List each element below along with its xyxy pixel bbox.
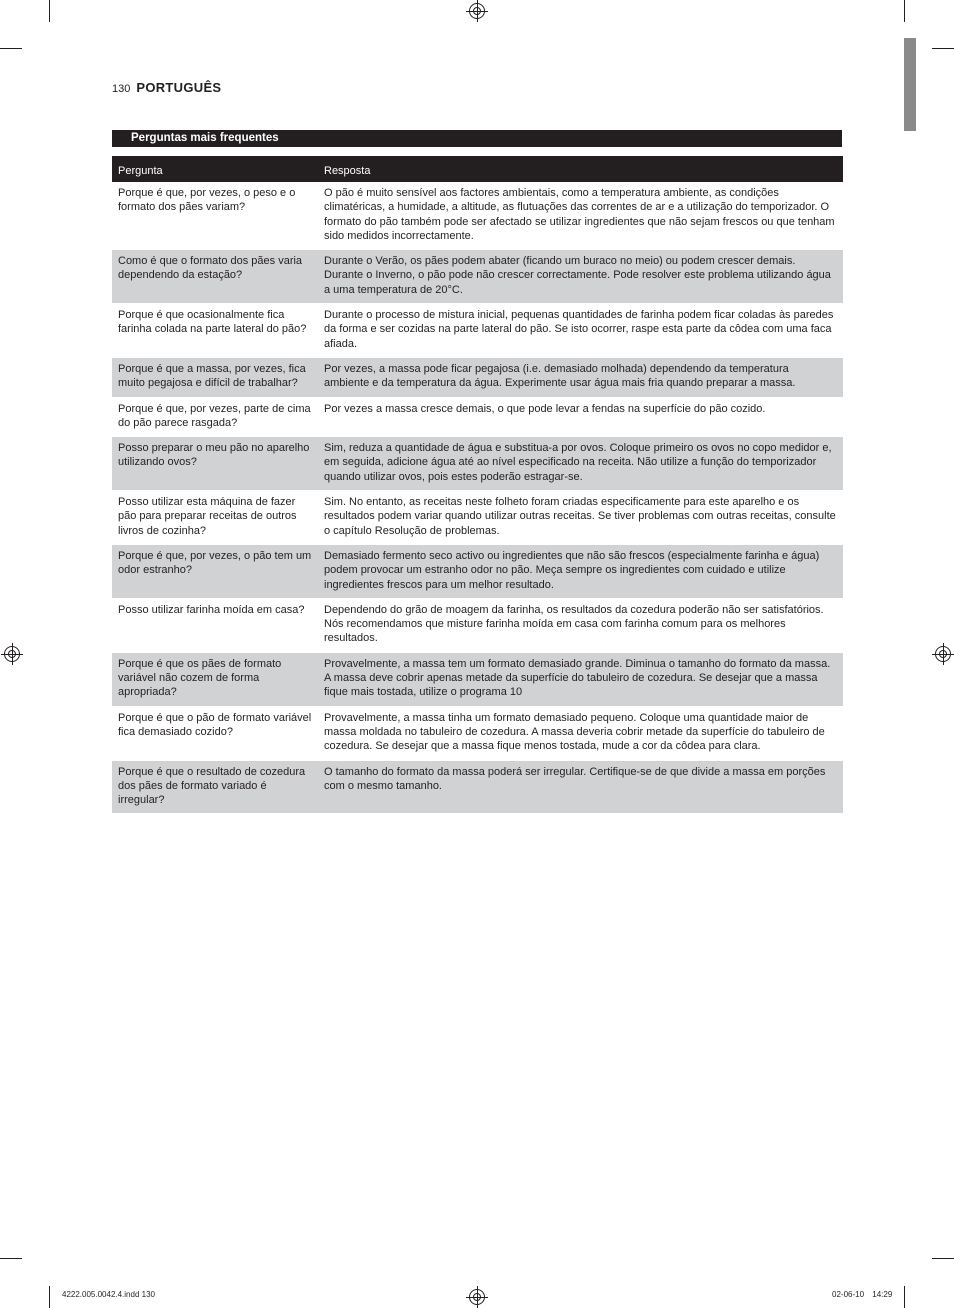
section-title: Perguntas mais frequentes [112,130,842,147]
answer-cell: Por vezes a massa cresce demais, o que pode levar a fendas na superfície do pão cozido. [324,402,766,415]
question-cell: Porque é que o resultado de cozedura dos pães de formato variado é irregular? [112,760,318,814]
page-number: 130 [112,83,131,95]
crop-mark [0,1258,22,1259]
answer-cell: Dependendo do grão de moagem da farinha, os resultados da cozedura poderão não ser satisfatórios. Nós recomendamos que misture farinha moída em casa com farinha comum para os melhores resultados. [324,603,824,645]
table-row [112,437,843,491]
question-cell: Posso utilizar esta máquina de fazer pão para preparar receitas de outros livros de cozinha? [118,496,297,537]
footer-timestamp [832,1290,892,1299]
question-cell: Como é que o formato dos pães varia dependendo da estação? [112,250,318,304]
page-header [112,80,221,95]
crop-mark [932,48,954,49]
question-cell: Porque é que a massa, por vezes, fica muito pegajosa e difícil de trabalhar? [112,357,318,397]
answer-cell: O tamanho do formato da massa poderá ser irregular. Certifique-se de que divide a massa em porções com o mesmo tamanho. [318,760,843,814]
column-header-answer: Resposta [318,156,843,182]
registration-mark-icon [935,646,951,662]
answer-cell: Sim. No entanto, as receitas neste folheto foram criadas especificamente para este aparelho e os resultados podem variar quando utilizar outras receitas. Se tiver problemas com outras receitas, consulte o capítulo Resolução de problemas. [324,496,836,537]
crop-mark [904,1286,905,1308]
answer-cell: Provavelmente, a massa tinha um formato demasiado pequeno. Coloque uma quantidade maior de massa moldada no tabuleiro de cozedura. A massa deveria cobrir metade da superfície do tabuleiro de cozedura. Se desejar que a massa fique menos tostada, mude a cor da côdea para clara. [324,711,825,753]
answer-cell: O pão é muito sensível aos factores ambientais, como a temperatura ambiente, as condições climatéricas, a humidade, a altitude, as flutuações das correntes de ar e a utilização do temporizador. O formato do pão também pode ser afectado se utilizar ingredientes que não sejam frescos ou que tenham sido medidos incorrectamente. [324,187,835,242]
answer-cell: Demasiado fermento seco activo ou ingredientes que não são frescos (especialmente farinha e água) podem provocar um estranho odor no pão. Meça sempre os ingredientes com cuidado e utilize ingredientes frescos para um melhor resultado. [318,544,843,598]
registration-mark-icon [469,3,485,19]
table-row [112,491,843,545]
table-row [112,652,843,706]
table-row [112,182,843,250]
language-title: PORTUGUÊS [136,80,222,95]
registration-mark-icon [469,1289,485,1305]
answer-cell: Durante o processo de mistura inicial, pequenas quantidades de farinha podem ficar coladas às paredes da forma e ser cozidas na parte lateral do pão. Se isto ocorrer, raspe esta parte da côdea com uma faca afiada. [324,309,834,350]
question-cell: Porque é que o pão de formato variável fica demasiado cozido? [118,711,312,738]
footer-time: 14:29 [872,1290,893,1299]
faq-table [112,156,843,814]
answer-cell: Durante o Verão, os pães podem abater (ficando um buraco no meio) ou podem crescer demais. Durante o Inverno, o pão pode não crescer correctamente. Pode resolver este problema utilizando água a uma temperatura de 20°C. [318,250,843,304]
answer-cell: Sim, reduza a quantidade de água e substitua-a por ovos. Coloque primeiro os ovos no copo medidor e, em seguida, adicione água até ao nível especificado na receita. Não utilize a função do temporizador quando utilizar ovos, pois estes poderão estragar-se. [318,437,843,491]
table-row [112,397,843,437]
table-row [112,760,843,814]
column-header-question: Pergunta [112,156,318,182]
question-cell: Posso preparar o meu pão no aparelho utilizando ovos? [112,437,318,491]
footer-date: 02-06-10 [832,1290,865,1299]
table-row [112,598,843,652]
crop-mark [904,0,905,22]
table-row [112,250,843,304]
question-cell: Porque é que os pães de formato variável não cozem de forma apropriada? [112,652,318,706]
footer-file-info: 4222.005.0042.4.indd 130 [62,1290,155,1299]
question-cell: Porque é que ocasionalmente fica farinha colada na parte lateral do pão? [118,309,307,336]
question-cell: Posso utilizar farinha moída em casa? [118,603,305,616]
question-cell: Porque é que, por vezes, o peso e o formato dos pães variam? [118,187,296,214]
question-cell: Porque é que, por vezes, parte de cima do pão parece rasgada? [118,402,311,429]
table-row [112,544,843,598]
section-thumb-tab [904,38,916,131]
table-row [112,304,843,358]
table-header-row [112,156,843,182]
answer-cell: Por vezes, a massa pode ficar pegajosa (i.e. demasiado molhada) dependendo da temperatura ambiente e da temperatura da água. Experimente usar água mais fria quando preparar a massa. [318,357,843,397]
crop-mark [49,0,50,22]
registration-mark-icon [4,646,20,662]
question-cell: Porque é que, por vezes, o pão tem um odor estranho? [112,544,318,598]
table-row [112,706,843,760]
table-row [112,357,843,397]
crop-mark [932,1258,954,1259]
crop-mark [0,48,22,49]
answer-cell: Provavelmente, a massa tem um formato demasiado grande. Diminua o tamanho do formato da massa. A massa deve cobrir apenas metade da superfície do tabuleiro de cozedura. Se desejar que a massa fique mais tostada, utilize o programa 10 [318,652,843,706]
crop-mark [49,1286,50,1308]
